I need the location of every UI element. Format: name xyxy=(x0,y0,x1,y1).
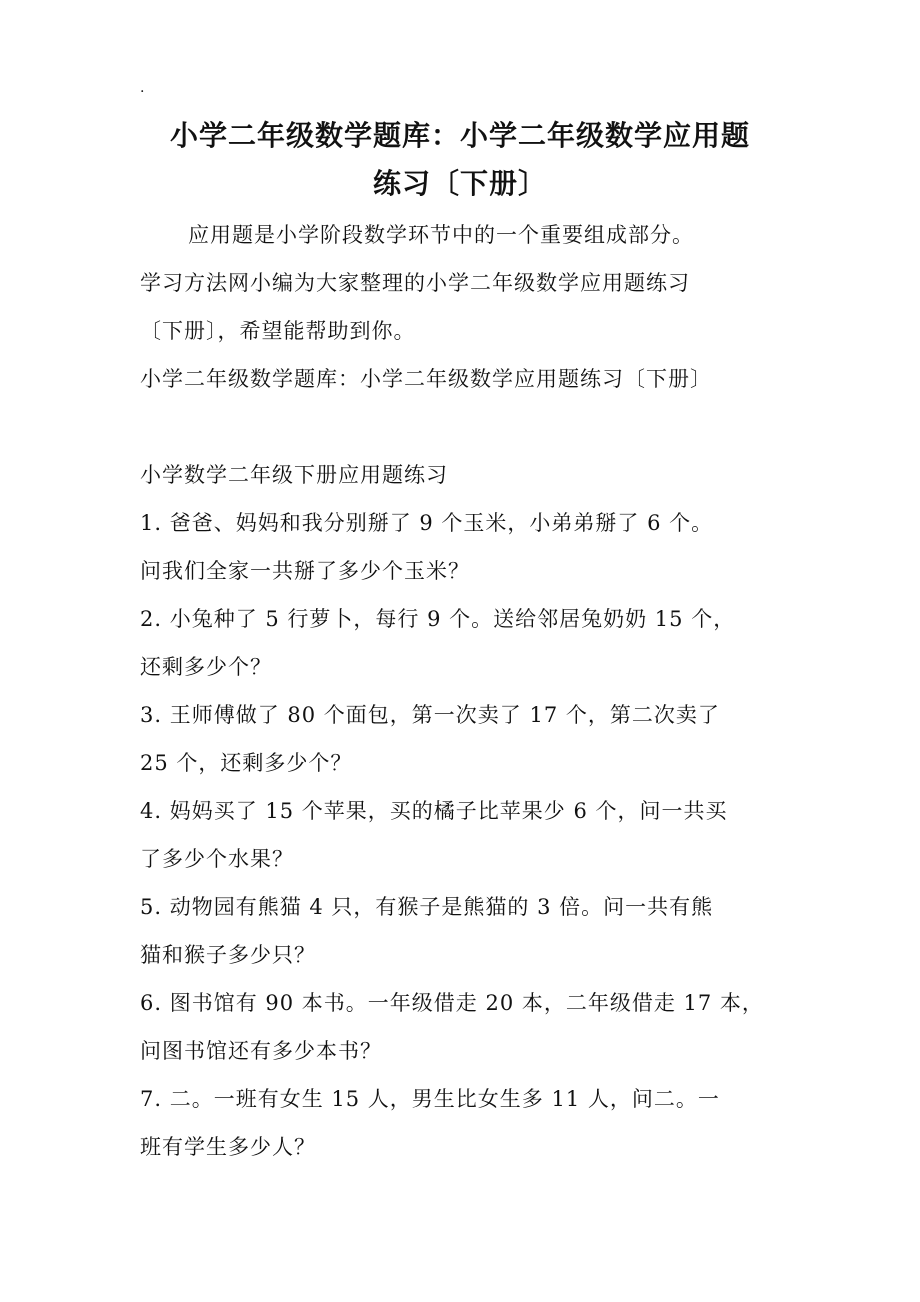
section-heading: 小学数学二年级下册应用题练习 xyxy=(140,463,448,487)
problem-5-line-2: 猫和猴子多少只？ xyxy=(140,943,316,967)
intro-paragraph-line-2: 学习方法网小编为大家整理的小学二年级数学应用题练习 xyxy=(140,271,690,295)
problem-7-line-1: 7. 二。一班有女生 15 人，男生比女生多 11 人，问二。一 xyxy=(140,1087,720,1111)
problem-2-line-2: 还剩多少个？ xyxy=(140,655,272,679)
problem-1-line-1: 1. 爸爸、妈妈和我分别掰了 9 个玉米，小弟弟掰了 6 个。 xyxy=(140,511,714,535)
subtitle: 小学二年级数学题库：小学二年级数学应用题练习〔下册〕 xyxy=(140,367,712,391)
document-title-line-2: 练习〔下册〕 xyxy=(372,167,547,200)
document-title-line-1: 小学二年级数学题库：小学二年级数学应用题 xyxy=(169,119,750,152)
problem-2-line-1: 2. 小兔种了 5 行萝卜，每行 9 个。送给邻居兔奶奶 15 个， xyxy=(140,607,736,631)
intro-paragraph-line-1: 应用题是小学阶段数学环节中的一个重要组成部分。 xyxy=(188,223,694,247)
problem-6-line-2: 问图书馆还有多少本书？ xyxy=(140,1039,382,1063)
intro-paragraph-line-3: 〔下册〕，希望能帮助到你。 xyxy=(140,319,416,343)
header-mark: . xyxy=(140,80,145,96)
problem-4-line-1: 4. 妈妈买了 15 个苹果，买的橘子比苹果少 6 个，问一共买 xyxy=(140,799,728,823)
problem-3-line-1: 3. 王师傅做了 80 个面包，第一次卖了 17 个，第二次卖了 xyxy=(140,703,720,727)
problem-5-line-1: 5. 动物园有熊猫 4 只，有猴子是熊猫的 3 倍。问一共有熊 xyxy=(140,895,714,919)
problem-7-line-2: 班有学生多少人？ xyxy=(140,1135,316,1159)
problem-4-line-2: 了多少个水果？ xyxy=(140,847,294,871)
problem-1-line-2: 问我们全家一共掰了多少个玉米？ xyxy=(140,559,470,583)
problem-6-line-1: 6. 图书馆有 90 本书。一年级借走 20 本，二年级借走 17 本， xyxy=(140,991,764,1015)
problem-3-line-2: 25 个，还剩多少个？ xyxy=(140,751,353,775)
